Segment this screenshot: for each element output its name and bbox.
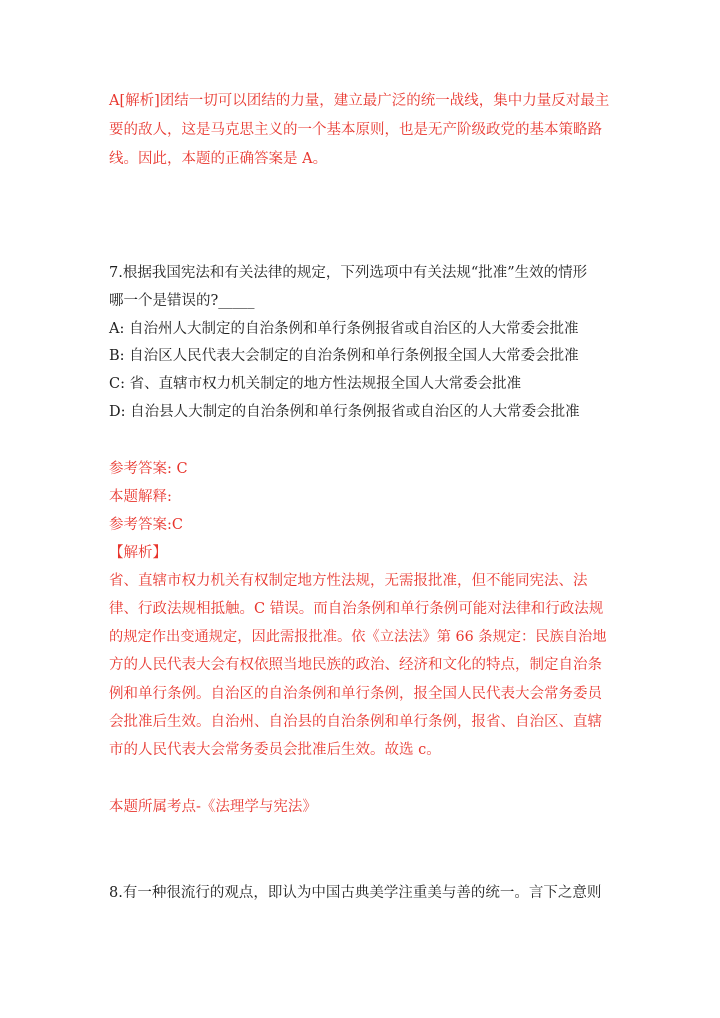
q7-analysis-line-4: 方的人民代表大会有权依照当地民族的政治、经济和文化的特点，制定自治条 bbox=[109, 657, 602, 673]
q7-analysis-line-6: 会批准后生效。自治州、自治县的自治条例和单行条例，报省、自治区、直辖 bbox=[109, 714, 602, 730]
q7-analysis-line-5: 例和单行条例。自治区的自治条例和单行条例，报全国人民代表大会常务委员 bbox=[109, 686, 602, 702]
prev-analysis-line-3: 线。因此，本题的正确答案是 A。 bbox=[109, 151, 328, 167]
q7-answer-label-2: 参考答案:C bbox=[109, 517, 183, 533]
q7-stem-line-2: 哪一个是错误的?_____ bbox=[109, 293, 255, 309]
q7-analysis-line-3: 的规定作出变通规定，因此需报批准。依《立法法》第 66 条规定：民族自治地 bbox=[109, 629, 607, 645]
q7-stem-line-1: 7.根据我国宪法和有关法律的规定，下列选项中有关法规“批准”生效的情形 bbox=[109, 265, 588, 281]
q7-explain-label: 本题解释: bbox=[109, 489, 172, 505]
q7-analysis-tag: 【解析】 bbox=[109, 545, 167, 561]
q7-option-a: A: 自治州人大制定的自治条例和单行条例报省或自治区的人大常委会批准 bbox=[109, 321, 579, 337]
q8-stem-line-1: 8.有一种很流行的观点，即认为中国古典美学注重美与善的统一。言下之意则 bbox=[109, 885, 602, 901]
q7-analysis-line-1: 省、直辖市权力机关有权制定地方性法规，无需报批准，但不能同宪法、法 bbox=[109, 573, 588, 589]
prev-analysis-line-1: A[解析]团结一切可以团结的力量，建立最广泛的统一战线，集中力量反对最主 bbox=[109, 93, 610, 109]
q7-topic: 本题所属考点-《法理学与宪法》 bbox=[109, 799, 317, 815]
q7-answer-label: 参考答案: C bbox=[109, 461, 188, 477]
q7-option-b: B: 自治区人民代表大会制定的自治条例和单行条例报全国人大常委会批准 bbox=[109, 348, 579, 364]
q7-option-d: D: 自治县人大制定的自治条例和单行条例报省或自治区的人大常委会批准 bbox=[109, 404, 580, 420]
q7-analysis-line-7: 市的人民代表大会常务委员会批准后生效。故选 c。 bbox=[109, 742, 441, 758]
q7-option-c: C: 省、直辖市权力机关制定的地方性法规报全国人大常委会批准 bbox=[109, 376, 522, 392]
q7-analysis-line-2: 律、行政法规相抵触。C 错误。而自治条例和单行条例可能对法律和行政法规 bbox=[109, 601, 604, 617]
prev-analysis-line-2: 要的敌人，这是马克思主义的一个基本原则，也是无产阶级政党的基本策略路 bbox=[109, 122, 602, 138]
